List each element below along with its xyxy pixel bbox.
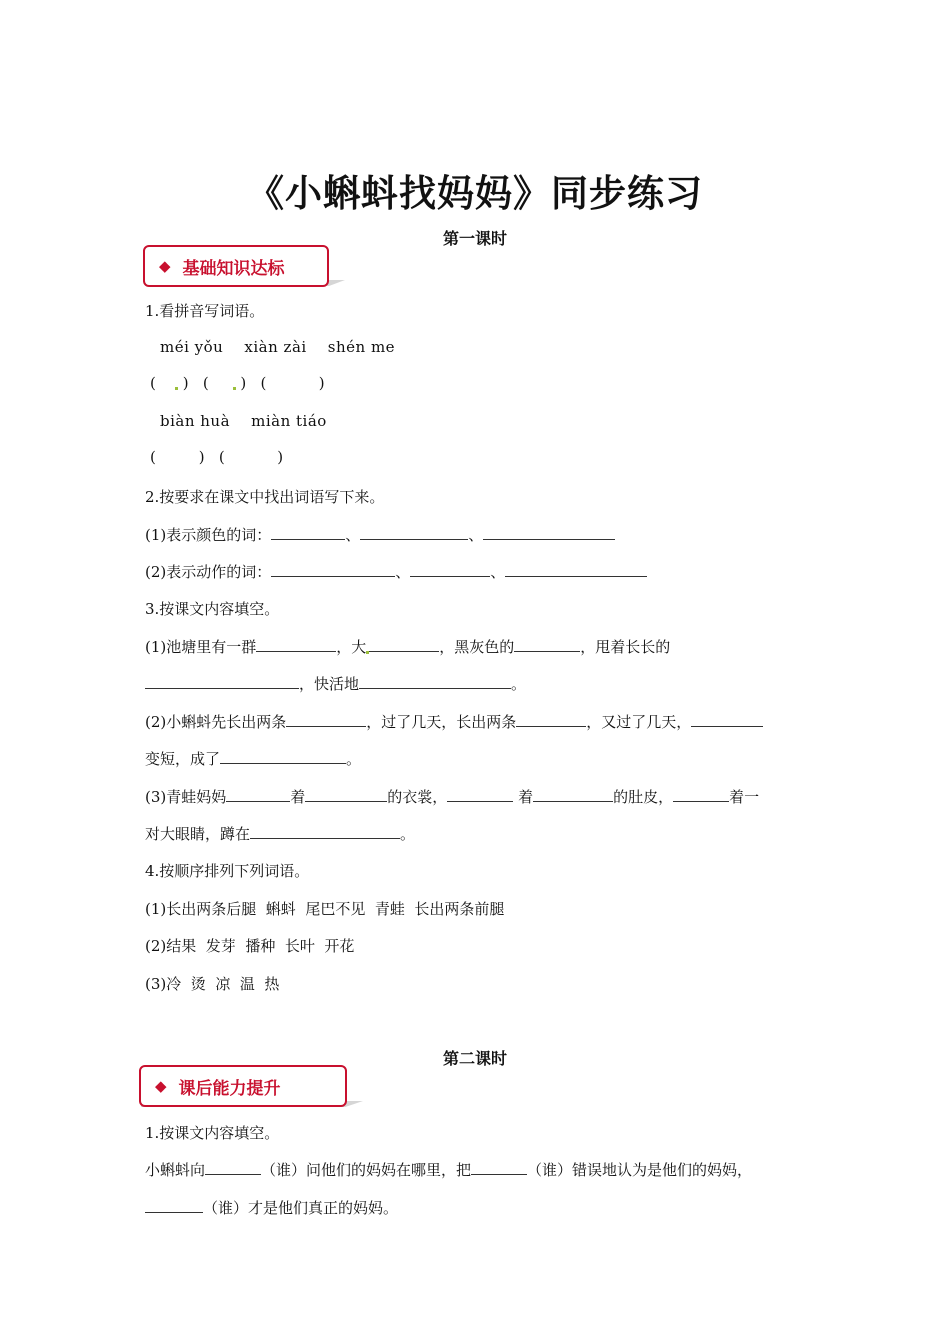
question-part: [145, 524, 615, 545]
dot-mark: [233, 387, 236, 390]
blank[interactable]: [533, 786, 613, 802]
question-part: [145, 1197, 398, 1218]
part-text: 。: [346, 750, 362, 768]
blank[interactable]: [369, 636, 439, 652]
part-text: (1)池塘里有一群: [145, 638, 257, 656]
part-text: 着: [290, 788, 306, 806]
pinyin-word: biàn huà: [160, 412, 231, 430]
pinyin-word: shén me: [327, 338, 396, 356]
blank[interactable]: [226, 786, 290, 802]
section-title: 基础知识达标: [182, 258, 285, 279]
blank[interactable]: [305, 786, 387, 802]
blank[interactable]: [691, 711, 763, 727]
pinyin-word: miàn tiáo: [251, 412, 327, 430]
part-text: (1)表示颜色的词：: [145, 526, 272, 544]
blank[interactable]: [471, 1159, 527, 1175]
page-title: 《小蝌蚪找妈妈》同步练习: [247, 172, 703, 215]
blank[interactable]: [250, 823, 400, 839]
part-text: ，过了几天，长出两条: [366, 713, 517, 731]
part-text: 着一: [729, 788, 760, 806]
section-badge-basic: [143, 245, 329, 287]
question-part: [145, 673, 526, 694]
question-part: (1)长出两条后腿 蝌蚪 尾巴不见 青蛙 长出两条前腿: [145, 900, 505, 918]
blank[interactable]: [514, 636, 580, 652]
part-text: 小蝌蚪向: [145, 1161, 206, 1179]
separator: 、: [490, 563, 506, 581]
pinyin-row: [160, 338, 395, 356]
question-part: (2)结果 发芽 播种 长叶 开花: [145, 937, 355, 955]
section-title: 课后能力提升: [178, 1078, 281, 1099]
separator: 、: [395, 563, 411, 581]
pinyin-word: xiàn zài: [244, 338, 307, 356]
question-part: [145, 636, 670, 657]
blank[interactable]: [410, 561, 490, 577]
lesson-one-heading: 第一课时: [442, 229, 507, 248]
part-text: （谁）错误地认为是他们的妈妈，: [527, 1161, 753, 1179]
blank[interactable]: [360, 524, 468, 540]
blank[interactable]: [673, 786, 729, 802]
blank[interactable]: [220, 748, 346, 764]
blank[interactable]: [516, 711, 586, 727]
question-part: [145, 786, 759, 807]
question-label: 1.看拼音写词语。: [145, 302, 265, 320]
blank[interactable]: [505, 561, 647, 577]
blank[interactable]: [483, 524, 615, 540]
part-text: 的衣裳，: [387, 788, 448, 806]
part-text: ，甩着长长的: [580, 638, 671, 656]
part-text: 变短，成了: [145, 750, 221, 768]
pinyin-row: [160, 412, 327, 430]
blank[interactable]: [145, 1197, 203, 1213]
answer-brackets: ( ) ( ): [150, 448, 284, 466]
question-label: 1.按课文内容填空。: [145, 1124, 280, 1142]
blank[interactable]: [447, 786, 513, 802]
part-text: 对大眼睛，蹲在: [145, 825, 251, 843]
part-text: (3)青蛙妈妈: [145, 788, 227, 806]
separator: 、: [468, 526, 484, 544]
blank[interactable]: [359, 673, 511, 689]
part-text: 。: [400, 825, 416, 843]
dot-mark: [175, 387, 178, 390]
question-part: [145, 748, 361, 769]
pinyin-word: méi yǒu: [160, 338, 224, 356]
blank[interactable]: [271, 561, 395, 577]
question-label: 4.按顺序排列下列词语。: [145, 862, 310, 880]
separator: 、: [345, 526, 361, 544]
diamond-icon: ◆: [155, 1077, 167, 1095]
question-label: 2.按要求在课文中找出词语写下来。: [145, 488, 385, 506]
diamond-icon: ◆: [159, 257, 171, 275]
part-text: （谁）才是他们真正的妈妈。: [203, 1199, 399, 1217]
blank[interactable]: [256, 636, 336, 652]
question-part: (3)冷 烫 凉 温 热: [145, 975, 280, 993]
part-text: (2)小蝌蚪先长出两条: [145, 713, 287, 731]
question-part: [145, 711, 763, 732]
part-text: (2)表示动作的词：: [145, 563, 272, 581]
part-text: （谁）问他们的妈妈在哪里，把: [261, 1161, 472, 1179]
part-text: ，大: [336, 638, 367, 656]
part-text: ，快活地: [299, 675, 360, 693]
part-text: ，黑灰色的: [439, 638, 515, 656]
blank[interactable]: [205, 1159, 261, 1175]
part-text: 。: [511, 675, 527, 693]
question-part: [145, 561, 647, 582]
answer-brackets: ( ) ( ) ( ): [150, 374, 325, 392]
question-part: [145, 823, 415, 844]
blank[interactable]: [145, 673, 299, 689]
blank[interactable]: [271, 524, 345, 540]
lesson-two-heading: 第二课时: [442, 1049, 507, 1068]
part-text: ，又过了几天，: [586, 713, 692, 731]
part-text: 的肚皮，: [613, 788, 674, 806]
question-part: [145, 1159, 752, 1180]
section-badge-advanced: [139, 1065, 347, 1107]
blank[interactable]: [286, 711, 366, 727]
part-text: 着: [518, 788, 534, 806]
question-label: 3.按课文内容填空。: [145, 600, 280, 618]
